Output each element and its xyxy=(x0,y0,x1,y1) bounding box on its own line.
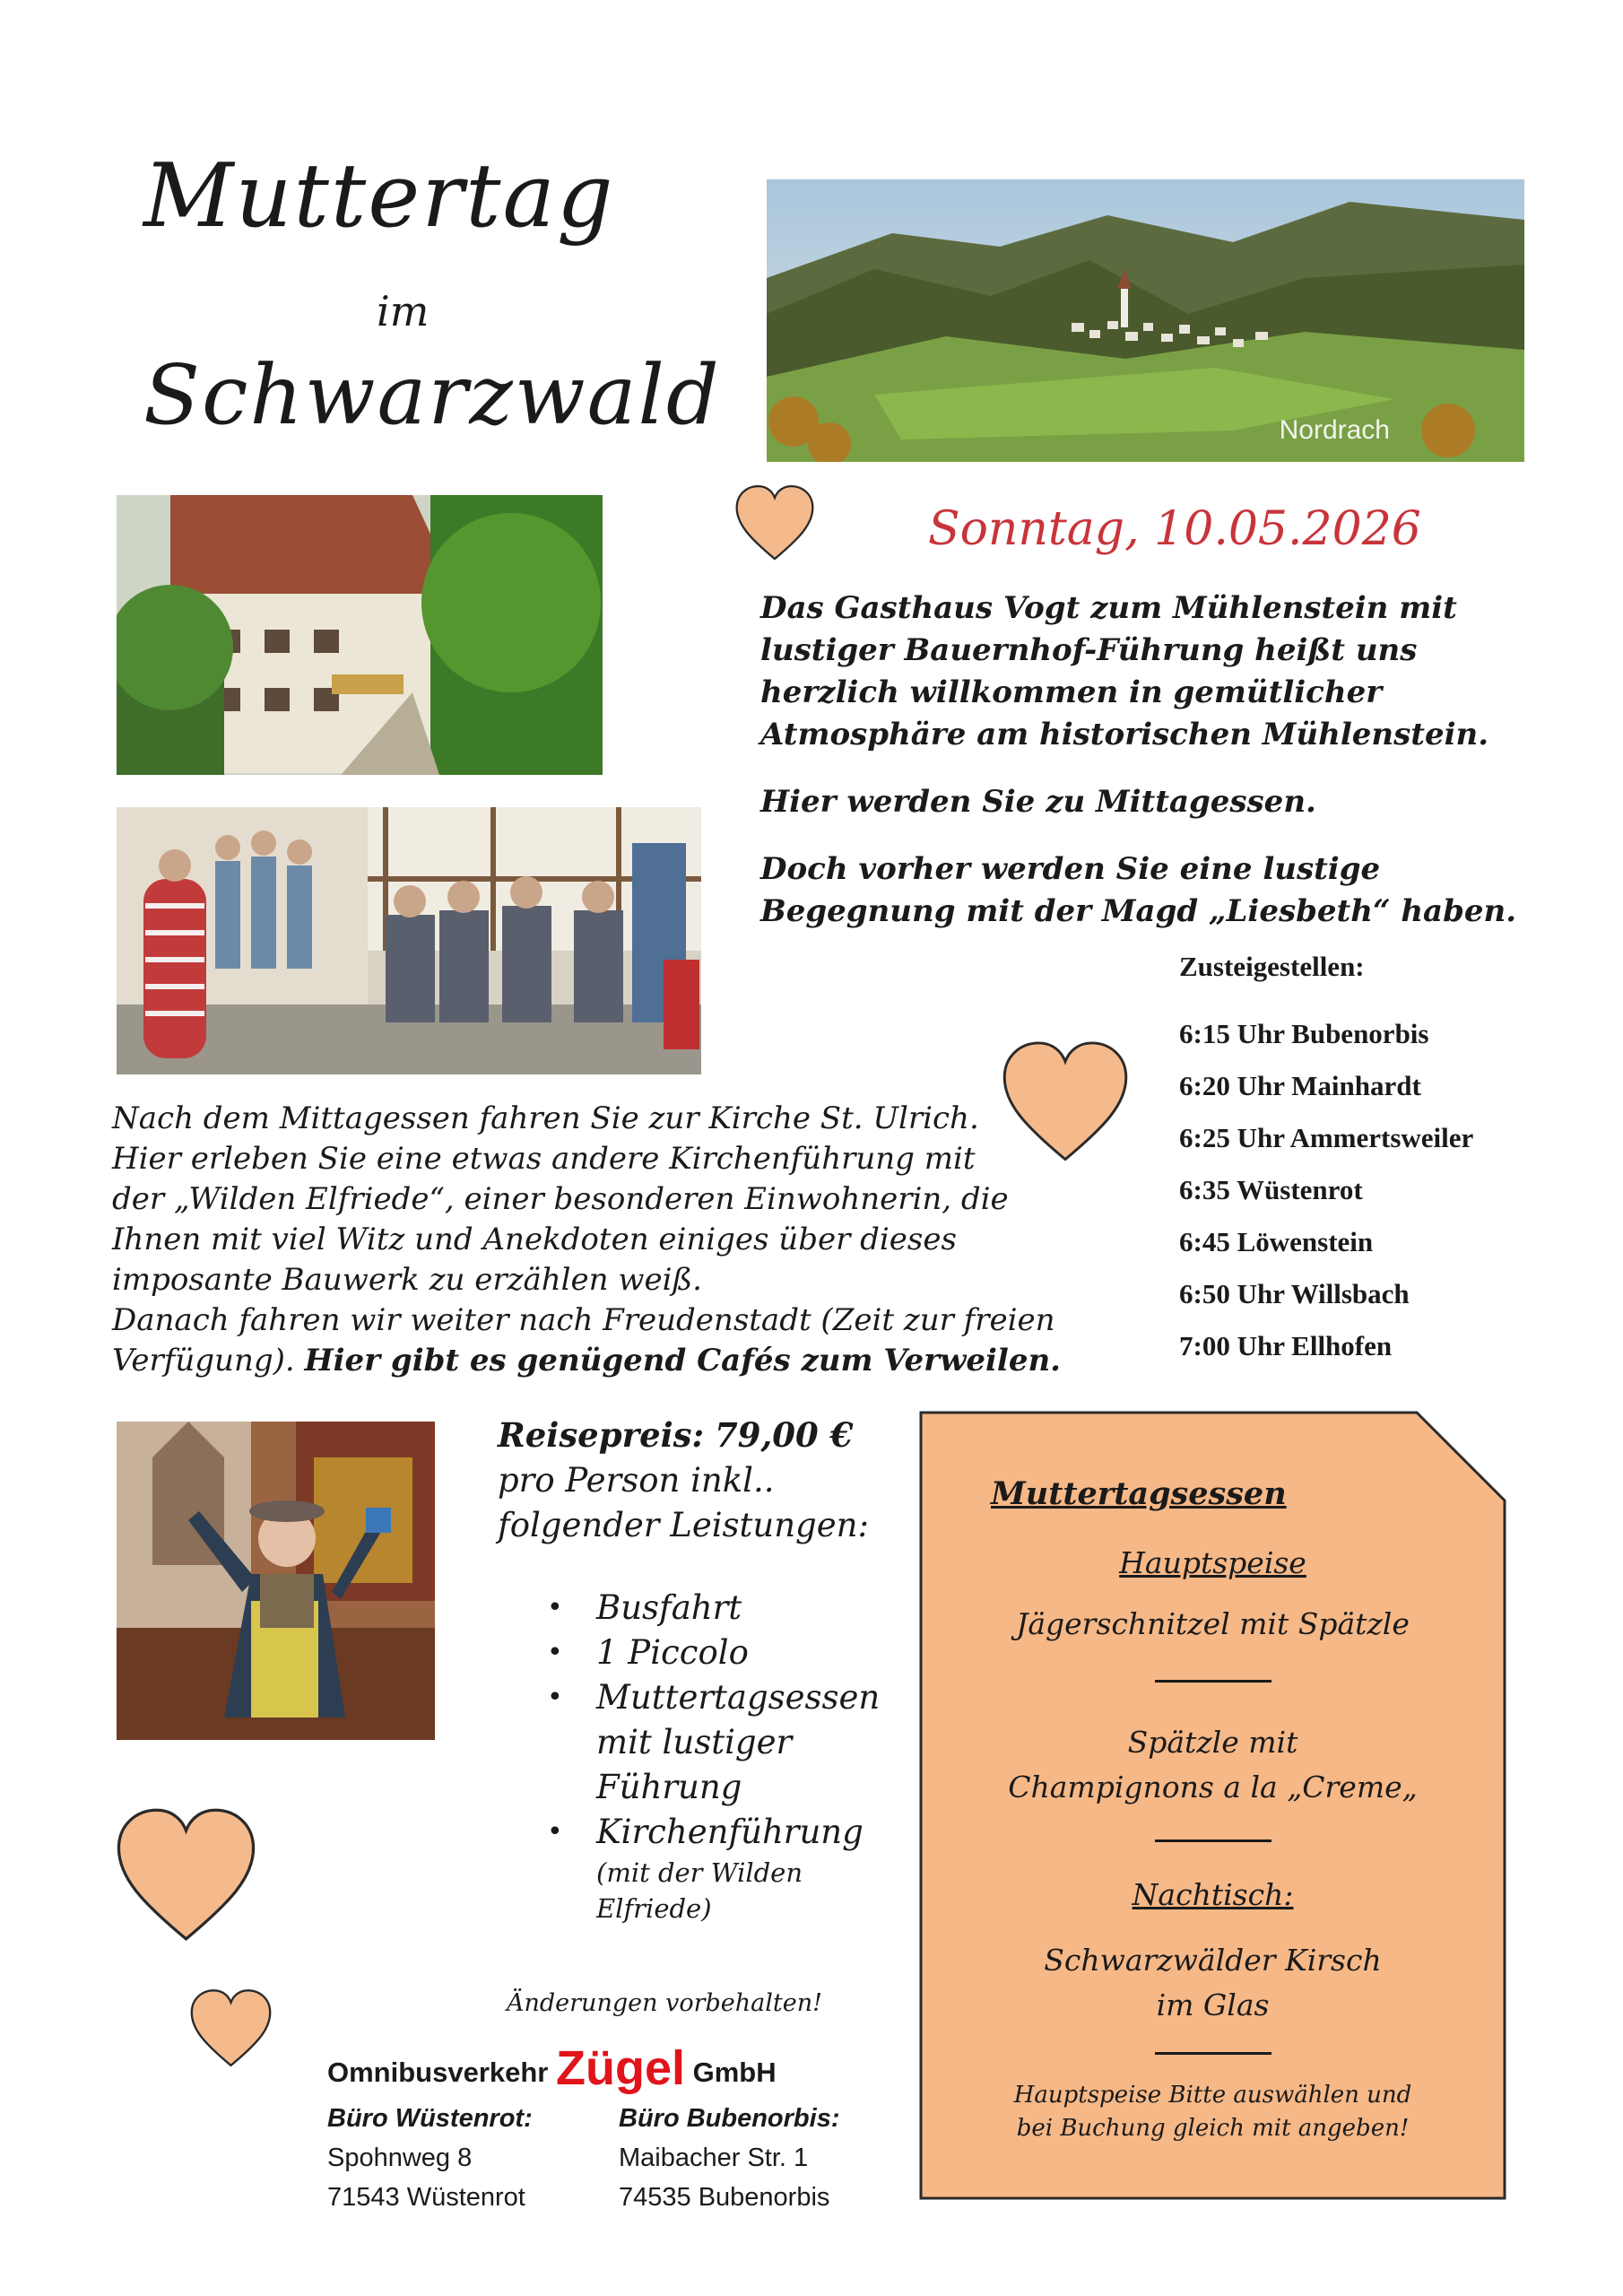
service-label: Kirchenführung xyxy=(596,1813,864,1851)
heart-icon xyxy=(188,1987,273,2072)
service-note: (mit der Wilden Elfriede) xyxy=(596,1857,803,1924)
intro-paragraph-1: Das Gasthaus Vogt zum Mühlenstein mit lustiger Bauernhof-Führung heißt uns herzlich willkommen in gemütlicher Atmosphäre am historischen Mühlenstein. xyxy=(760,590,1489,752)
church-line: Hier erleben Sie eine etwas andere Kirchenführung mit xyxy=(112,1141,976,1177)
heart-icon xyxy=(733,484,816,563)
menu-dessert-line-1: Schwarzwälder Kirsch xyxy=(1044,1943,1382,1978)
menu-option-2-line-2: Champignons a la „Creme„ xyxy=(1008,1770,1418,1805)
service-item xyxy=(547,1631,906,1675)
company-block xyxy=(327,2040,777,2096)
price-line xyxy=(498,1413,892,1458)
church-line: Nach dem Mittagessen fahren Sie zur Kirche St. Ulrich. xyxy=(112,1100,979,1136)
stop-item: 6:20 Uhr Mainhardt xyxy=(1179,1070,1421,1101)
service-item xyxy=(547,1675,906,1810)
farmhouse-photo xyxy=(117,495,603,775)
menu-dessert-title: Nachtisch: xyxy=(1132,1877,1294,1912)
menu-heading: Muttertagsessen xyxy=(991,1475,1287,1512)
office-city: 74535 Bubenorbis xyxy=(619,2183,830,2212)
intro-text xyxy=(760,587,1523,958)
intro-paragraph-2: Hier werden Sie zu Mittagessen. xyxy=(760,784,1316,820)
reserve-note: Änderungen vorbehalten! xyxy=(507,1989,822,2017)
church-tour-text xyxy=(112,1099,1063,1381)
office-street: Spohnweg 8 xyxy=(327,2144,473,2172)
company-suffix: GmbH xyxy=(692,2057,777,2088)
church-guide-photo xyxy=(117,1422,435,1740)
church-line xyxy=(112,1341,1063,1381)
price-value: 79,00 € xyxy=(714,1415,854,1455)
event-date: Sonntag, 10.05.2026 xyxy=(928,502,1421,556)
stop-item: 6:50 Uhr Willsbach xyxy=(1179,1278,1410,1309)
stop-item: 6:25 Uhr Ammertsweiler xyxy=(1179,1122,1474,1153)
heart-icon xyxy=(112,1807,260,1946)
company-name xyxy=(327,2040,777,2096)
title-region: Schwarzwald xyxy=(143,347,721,443)
stop-item: 6:15 Uhr Bubenorbis xyxy=(1179,1018,1429,1049)
title-main: Muttertag xyxy=(143,145,615,248)
intro-paragraph-3: Doch vorher werden Sie eine lustige Begegnung mit der Magd „Liesbeth“ haben. xyxy=(760,851,1517,929)
office-city: 71543 Wüstenrot xyxy=(327,2183,525,2212)
stop-item: 6:35 Wüstenrot xyxy=(1179,1174,1363,1205)
menu-footnote-line-2: bei Buchung gleich mit angeben! xyxy=(1016,2115,1410,2142)
stop-item: 6:45 Löwenstein xyxy=(1179,1226,1374,1257)
office-wuestenrot xyxy=(327,2099,533,2217)
menu-option-1: Jägerschnitzel mit Spätzle xyxy=(1016,1606,1410,1641)
church-line: Ihnen mit viel Witz und Anekdoten einiges über dieses xyxy=(112,1222,957,1257)
hero-photo-label: Nordrach xyxy=(1279,415,1390,445)
service-label: Busfahrt xyxy=(596,1588,742,1627)
price-label: Reisepreis: xyxy=(498,1415,705,1455)
service-label: 1 Piccolo xyxy=(596,1633,749,1672)
menu-footnote-line-1: Hauptspeise Bitte auswählen und xyxy=(1013,2082,1412,2109)
office-title: Büro Bubenorbis: xyxy=(619,2104,840,2133)
office-title: Büro Wüstenrot: xyxy=(327,2104,533,2133)
church-line-plain: Verfügung). xyxy=(112,1343,305,1378)
title-connector: im xyxy=(377,287,430,335)
group-photo xyxy=(117,807,701,1074)
heart-icon xyxy=(998,1040,1133,1166)
menu-divider xyxy=(1155,2052,1271,2055)
hero-landscape-photo xyxy=(767,179,1524,462)
church-line: der „Wilden Elfriede“, einer besonderen Einwohnerin, die xyxy=(112,1181,1009,1217)
office-bubenorbis xyxy=(619,2099,840,2217)
menu-dessert-line-2: im Glas xyxy=(1156,1987,1270,2022)
price-line-2: pro Person inkl.. xyxy=(498,1461,775,1500)
company-prefix: Omnibusverkehr xyxy=(327,2057,549,2088)
pickup-stops xyxy=(1179,951,1574,1372)
church-line: imposante Bauwerk zu erzählen weiß. xyxy=(112,1262,702,1298)
menu-option-2-line-1: Spätzle mit xyxy=(1127,1725,1298,1760)
service-item xyxy=(547,1586,906,1631)
price-block xyxy=(498,1413,892,1548)
service-item xyxy=(547,1810,906,1926)
price-line-3: folgender Leistungen: xyxy=(498,1506,869,1544)
company-brand: Zügel xyxy=(556,2041,685,2095)
office-street: Maibacher Str. 1 xyxy=(619,2144,809,2172)
service-label: Muttertagsessen mit lustiger Führung xyxy=(596,1678,881,1806)
menu-main-title: Hauptspeise xyxy=(1119,1545,1306,1580)
stops-title: Zusteigestellen: xyxy=(1179,951,1365,982)
cafe-highlight: Hier gibt es genügend Cafés zum Verweilen. xyxy=(304,1343,1062,1378)
menu-divider xyxy=(1155,1680,1271,1683)
stop-item: 7:00 Uhr Ellhofen xyxy=(1179,1330,1393,1361)
church-line: Danach fahren wir weiter nach Freudenstadt (Zeit zur freien xyxy=(112,1302,1055,1338)
services-list xyxy=(547,1586,906,1926)
menu-divider xyxy=(1155,1839,1271,1842)
menu-card xyxy=(919,1411,1506,2200)
